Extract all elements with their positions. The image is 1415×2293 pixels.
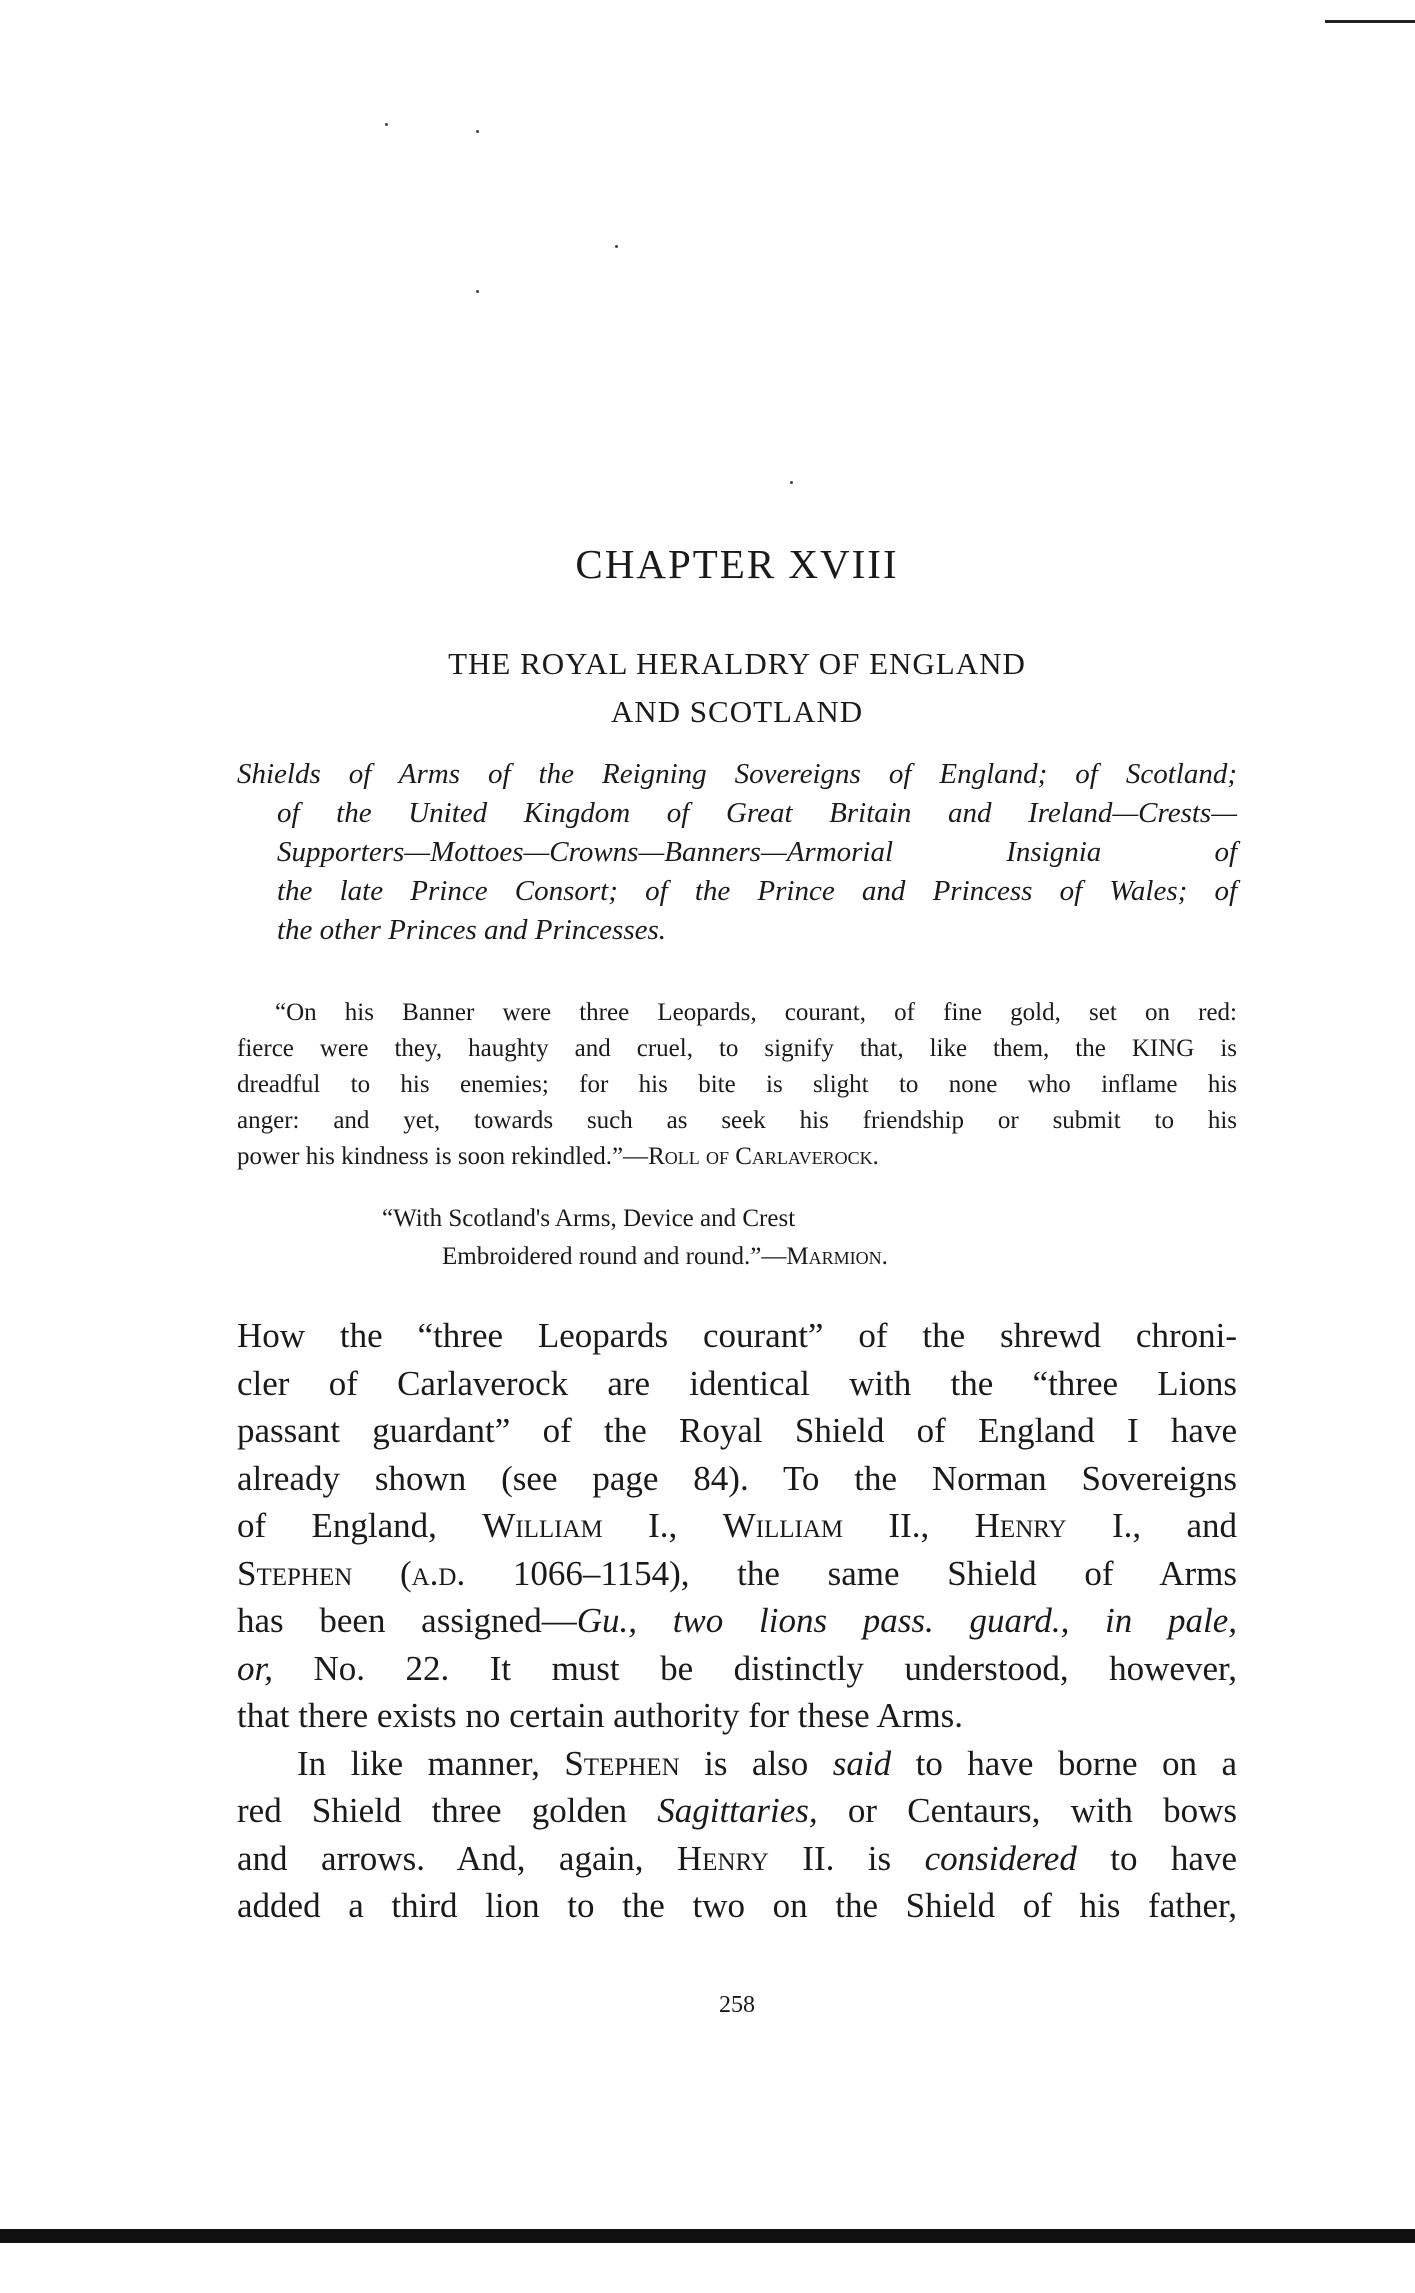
body-line [237,1550,1237,1598]
scan-speck [476,130,479,133]
body-text [237,1312,1237,1930]
epigraph-line [382,1238,1242,1276]
text-run: has been assigned— [237,1601,577,1640]
text-run: II., [843,1506,975,1545]
text-run: red Shield three golden [237,1791,658,1830]
synopsis-line: of the United Kingdom of Great Britain and Ireland—Crests— [277,797,1237,829]
text-run: or Centaurs, with bows [817,1791,1237,1830]
body-line [237,1502,1237,1550]
era-smallcaps: a.d. [411,1553,466,1593]
epigraph-line: “On his Banner were three Leopards, courant, of fine gold, set on red: [275,999,1237,1026]
scan-speck [476,290,479,293]
text-run: I., and [1066,1506,1237,1545]
epigraph-text: power his kindness is soon rekindled.”— [237,1143,649,1170]
name-smallcaps: Stephen [237,1553,353,1593]
epigraph-text: Embroidered round and round.”— [442,1243,787,1270]
epigraph-marmion [382,1200,1242,1276]
name-smallcaps: William [482,1506,603,1545]
emphasis-italic: considered [924,1838,1077,1878]
name-smallcaps: Henry [676,1838,769,1878]
epigraph-line [237,1139,1237,1175]
body-line [237,1787,1237,1835]
text-run: 1066–1154), the same Shield of Arms [465,1553,1237,1593]
body-line [237,1597,1237,1645]
text-run: is also [679,1743,833,1783]
chapter-title: CHAPTER XVIII [575,541,899,587]
epigraph-source: Marmion. [786,1243,888,1270]
text-run: to have borne on a [891,1743,1237,1783]
body-line [237,1645,1237,1693]
scan-border-rule [0,2229,1415,2243]
synopsis-line: the other Princes and Princesses. [277,914,667,946]
text-run: I., [602,1506,723,1545]
scan-speck [615,245,618,248]
text-run: In like manner, [297,1743,565,1783]
chapter-synopsis [237,755,1237,950]
body-line: already shown (see page 84). To the Norman Sovereigns [237,1458,1237,1498]
body-line: cler of Carlaverock are identical with the “three Lions [237,1363,1237,1403]
synopsis-line: Shields of Arms of the Reigning Sovereigns of England; of Scotland; [237,758,1237,790]
epigraph-line: dreadful to his enemies; for his bite is slight to none who inflame his [237,1071,1237,1098]
text-run: to have [1076,1838,1238,1878]
body-line [237,1740,1237,1788]
subtitle-line: THE ROYAL HERALDRY OF ENGLAND [448,646,1026,681]
scan-speck [790,481,793,484]
synopsis-line: Supporters—Mottoes—Crowns—Banners—Armorial Insignia of [277,836,1237,868]
scan-speck [385,123,388,126]
epigraph-line: anger: and yet, towards such as seek his friendship or submit to his [237,1107,1237,1134]
body-line [237,1835,1237,1883]
blazon-italic: Gu., two lions pass. guard., in pale, [576,1601,1237,1640]
name-smallcaps: William [722,1506,844,1545]
text-run: of England, [237,1506,483,1545]
epigraph-carlaverock [237,995,1237,1175]
body-line: passant guardant” of the Royal Shield of England I have [237,1411,1237,1450]
name-smallcaps: Stephen [564,1743,680,1783]
synopsis-line: the late Prince Consort; of the Prince and Princess of Wales; of [277,875,1237,907]
epigraph-source: Roll of Carlaverock. [648,1143,879,1170]
text-run: No. 22. It must be distinctly understood, however, [273,1648,1237,1688]
chapter-subtitle [237,640,1237,736]
emphasis-italic: said [832,1743,892,1783]
body-line: added a third lion to the two on the Shield of his father, [237,1886,1237,1925]
text-run: ( [352,1553,412,1593]
page-number: 258 [719,1992,755,2018]
epigraph-line: “With Scotland's Arms, Device and Crest [382,1205,796,1232]
blazon-italic: or, [237,1648,273,1688]
text-run: II. is [768,1838,925,1878]
subtitle-line: AND SCOTLAND [610,694,864,729]
body-line: that there exists no certain authority for these Arms. [237,1696,964,1735]
epigraph-line: fierce were they, haughty and cruel, to signify that, like them, the KING is [237,1035,1237,1062]
body-line: How the “three Leopards courant” of the shrewd chroni- [237,1316,1237,1355]
scan-mark [1325,20,1415,23]
emphasis-italic: Sagittaries, [657,1791,818,1830]
text-run: and arrows. And, again, [237,1838,677,1878]
name-smallcaps: Henry [974,1506,1067,1545]
